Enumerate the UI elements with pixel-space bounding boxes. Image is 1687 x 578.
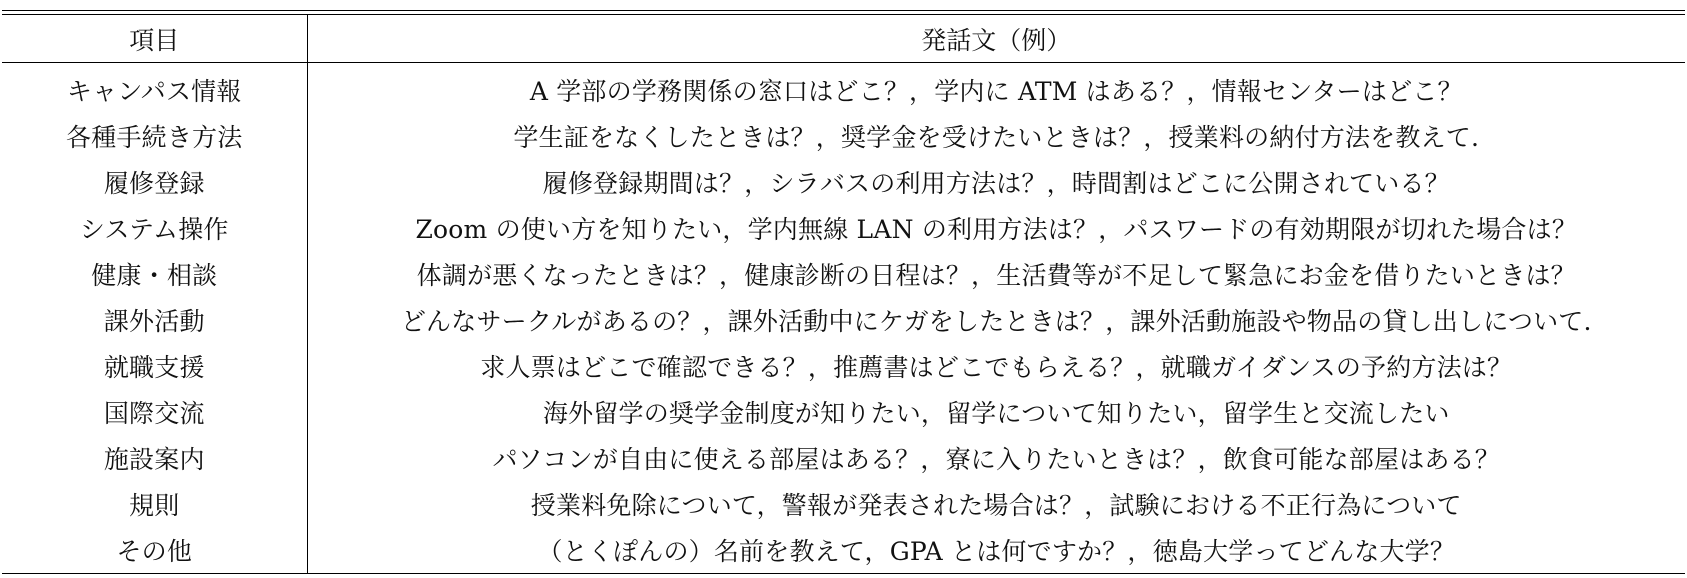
category-cell: システム操作	[2, 205, 307, 251]
table-row	[2, 205, 1685, 251]
table-row	[2, 343, 1685, 389]
table-row	[2, 297, 1685, 343]
category-cell: その他	[2, 527, 307, 573]
category-cell: キャンパス情報	[2, 63, 307, 114]
header-row	[2, 15, 1685, 63]
example-cell: 履修登録期間は？，シラバスの利用方法は？，時間割はどこに公開されている？	[542, 169, 1450, 198]
example-cell: パソコンが自由に使える部屋はある？，寮に入りたいときは？，飲食可能な部屋はある？	[492, 445, 1500, 474]
example-cell: 海外留学の奨学金制度が知りたい，留学について知りたい，留学生と交流したい	[542, 399, 1450, 428]
table-row	[2, 251, 1685, 297]
table-body	[2, 63, 1685, 574]
table-row	[2, 527, 1685, 573]
category-cell: 国際交流	[2, 389, 307, 435]
table-row	[2, 481, 1685, 527]
utterance-examples-table	[2, 10, 1685, 574]
table	[2, 15, 1685, 573]
example-cell: どんなサークルがあるの？，課外活動中にケガをしたときは？，課外活動施設や物品の貸し出しについて.	[400, 307, 1592, 336]
example-cell: 体調が悪くなったときは？，健康診断の日程は？，生活費等が不足して緊急にお金を借りたいときは？	[416, 261, 1576, 290]
example-cell: 求人票はどこで確認できる？，推薦書はどこでもらえる？，就職ガイダンスの予約方法は？	[480, 353, 1513, 382]
table-row	[2, 63, 1685, 114]
example-cell: （とくぽんの）名前を教えて，GPA とは何ですか？，徳島大学ってどんな大学？	[537, 537, 1456, 566]
header-category: 項目	[2, 15, 307, 63]
table-row	[2, 159, 1685, 205]
category-cell: 就職支援	[2, 343, 307, 389]
table-bottom-rule	[2, 573, 1685, 574]
table-header	[2, 15, 1685, 63]
header-example: 発話文（例）	[921, 25, 1072, 55]
category-cell: 各種手続き方法	[2, 113, 307, 159]
example-cell: 学生証をなくしたときは？，奨学金を受けたいときは？，授業料の納付方法を教えて.	[513, 123, 1480, 152]
table-row	[2, 113, 1685, 159]
category-cell: 健康・相談	[2, 251, 307, 297]
category-cell: 履修登録	[2, 159, 307, 205]
example-cell: 授業料免除について，警報が発表された場合は？，試験における不正行為について	[530, 491, 1462, 520]
category-cell: 課外活動	[2, 297, 307, 343]
category-cell: 規則	[2, 481, 307, 527]
table-row	[2, 389, 1685, 435]
table-row	[2, 435, 1685, 481]
example-cell: Zoom の使い方を知りたい，学内無線 LAN の利用方法は？，パスワードの有効期限が切れた場合は？	[415, 215, 1578, 244]
category-cell: 施設案内	[2, 435, 307, 481]
example-cell: A 学部の学務関係の窓口はどこ？，学内に ATM はある？，情報センターはどこ？	[529, 77, 1463, 106]
